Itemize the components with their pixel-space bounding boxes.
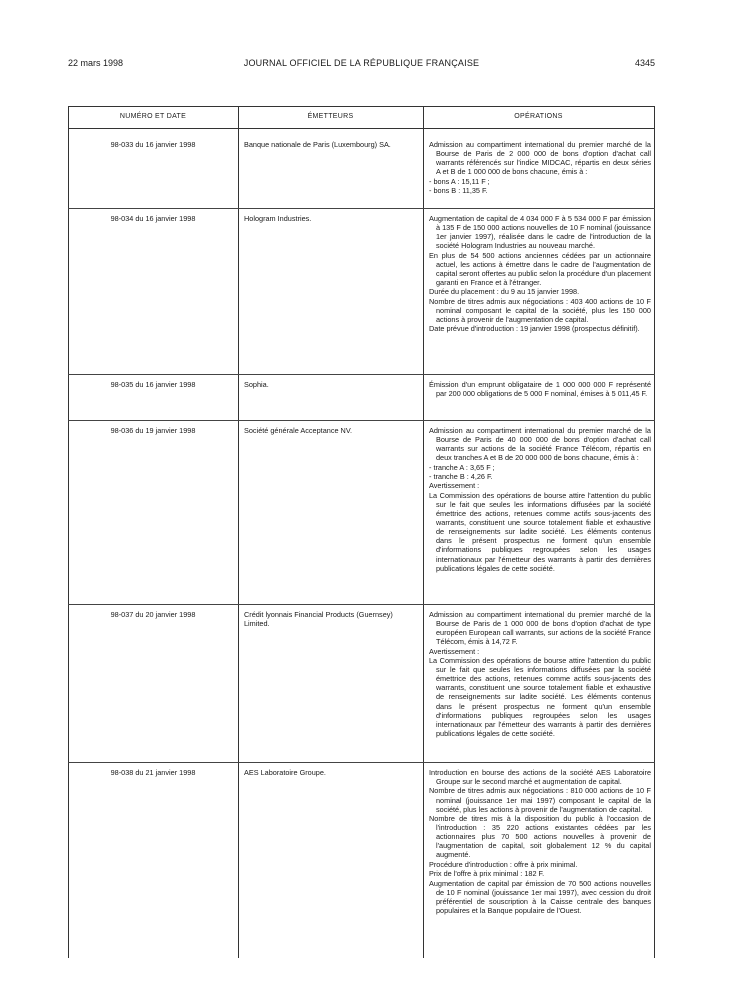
operation-paragraph: Avertissement : [429, 646, 480, 656]
operation-paragraph: Admission au compartiment international du premier marché de la Bourse de Paris de 2 000 000 de bons d'option d'achat call warrants référencés sur l'indice MIDCAC, répartis en deux séries A et B de 1 000 000 de bons chacune, émis à : [429, 140, 651, 177]
row-number-date: 98-035 du 16 janvier 1998 [110, 380, 196, 389]
operation-paragraph: - tranche B : 4,26 F. [429, 472, 493, 482]
operation-paragraph: Admission au compartiment international du premier marché de la Bourse de Paris de 1 000 000 de bons d'option d'achat de type européen European call warrants, sur actions de la société France Télécom, émis à 14,72 F. [429, 610, 651, 647]
row-operations [429, 380, 651, 398]
operation-paragraph: Introduction en bourse des actions de la société AES Laboratoire Groupe sur le second marché et augmentation de capital. [429, 768, 651, 787]
row-number-date: 98-038 du 21 janvier 1998 [110, 768, 196, 777]
row-number-date: 98-033 du 16 janvier 1998 [110, 140, 196, 149]
row-number-date: 98-034 du 16 janvier 1998 [110, 214, 196, 223]
row-operations [429, 426, 651, 573]
row-emetteur: Sophia. [244, 380, 269, 389]
row-emetteur: Société générale Acceptance NV. [244, 426, 353, 435]
operation-paragraph: Avertissement : [429, 481, 480, 491]
operation-paragraph: Prix de l'offre à prix minimal : 182 F. [429, 869, 545, 879]
page-header [68, 58, 655, 70]
operation-paragraph: Date prévue d'introduction : 19 janvier 1998 (prospectus définitif). [429, 324, 640, 334]
operation-paragraph: Nombre de titres admis aux négociations : 403 400 actions de 10 F nominal composant le capital de la société, plus les 150 000 actions à provenir de l'augmentation de capital. [429, 296, 651, 324]
row-emetteur: AES Laboratoire Groupe. [244, 768, 326, 777]
row-operations [429, 768, 651, 915]
operation-paragraph: Procédure d'introduction : offre à prix minimal. [429, 859, 578, 869]
operation-paragraph: Émission d'un emprunt obligataire de 1 000 000 000 F représenté par 200 000 obligations de 5 000 F nominal, émises à 5 011,45 F. [429, 380, 651, 399]
operation-paragraph: - bons B : 11,35 F. [429, 186, 488, 196]
row-operations [429, 140, 651, 195]
row-separator [68, 604, 655, 605]
operation-paragraph: Nombre de titres admis aux négociations : 810 000 actions de 10 F nominal (jouissance 1er mai 1997) composant le capital de la société, plus les actions à provenir de l'augmentation de capital. [429, 786, 651, 814]
row-separator [68, 208, 655, 209]
row-separator [68, 420, 655, 421]
page-number: 4345 [634, 58, 655, 68]
row-operations [429, 610, 651, 738]
row-emetteur: Banque nationale de Paris (Luxembourg) SA. [244, 140, 391, 149]
row-operations [429, 214, 651, 334]
journal-title: JOURNAL OFFICIEL DE LA RÉPUBLIQUE FRANÇAISE [243, 58, 480, 68]
header-date: 22 mars 1998 [68, 58, 124, 68]
row-separator [68, 762, 655, 763]
row-number-date: 98-036 du 19 janvier 1998 [110, 426, 196, 435]
column-header-operations: OPÉRATIONS [514, 113, 563, 120]
operation-paragraph: La Commission des opérations de bourse attire l'attention du public sur le fait que seules les informations diffusées par la société émettrice des actions, retenues comme actifs sous-jacents des warrants, constituent une source totalement fiable et exhaustive de renseignements sur ladite société. Les éléments contenus dans le présent prospectus ne forment qu'un ensemble d'informations publiques regroupées selon les usages internationaux par l'émetteur des warrants à partir des dernières publications légales de cette société. [429, 490, 651, 573]
row-separator [68, 374, 655, 375]
operation-paragraph: En plus de 54 500 actions anciennes cédées par un actionnaire actuel, les actions à émettre dans le cadre de l'augmentation de capital seront offertes au public selon la procédure d'un placement garanti en France et à l'étranger. [429, 250, 651, 287]
column-header-numero: NUMÉRO ET DATE [119, 113, 187, 120]
operation-paragraph: - tranche A : 3,65 F ; [429, 462, 495, 472]
row-number-date: 98-037 du 20 janvier 1998 [110, 610, 196, 619]
row-emetteur: Hologram Industries. [244, 214, 312, 223]
row-emetteur: Crédit lyonnais Financial Products (Guernsey) Limited. [244, 610, 393, 629]
operation-paragraph: La Commission des opérations de bourse attire l'attention du public sur le fait que seules les informations diffusées par la société émettrice des actions, retenues comme actifs sous-jacents des warrants, constituent une source totalement fiable et exhaustive de renseignements sur ladite société. Les éléments contenus dans le présent prospectus ne forment qu'un ensemble d'informations publiques regroupées selon les usages internationaux par l'émetteur des warrants à partir des dernières publications légales de cette société. [429, 656, 651, 738]
operation-paragraph: - bons A : 15,11 F ; [429, 176, 490, 186]
column-header-emetteurs: ÉMETTEURS [307, 113, 354, 120]
operations-table [68, 106, 655, 958]
operation-paragraph: Nombre de titres mis à la disposition du public à l'occasion de l'introduction : 35 220 actions existantes cédées par les actionnaires plus 70 500 actions nouvelles à provenir de l'augmentation de capital, soit globalement 12 % du capital augmenté. [429, 814, 651, 860]
operation-paragraph: Augmentation de capital par émission de 70 500 actions nouvelles de 10 F nominal (jouissance 1er mai 1997), avec cession du droit préférentiel de souscription à la Caisse centrale des banques populaires et la Banque populaire de l'Ouest. [429, 878, 651, 915]
operation-paragraph: Durée du placement : du 9 au 15 janvier 1998. [429, 287, 580, 297]
operation-paragraph: Admission au compartiment international du premier marché de la Bourse de Paris de 40 000 000 de bons d'option d'achat call warrants sur actions de la société France Télécom, répartis en deux tranches A et B de 20 000 000 de bons chacune, émis à : [429, 426, 651, 463]
operation-paragraph: Augmentation de capital de 4 034 000 F à 5 534 000 F par émission à 135 F de 150 000 actions nouvelles de 10 F nominal (jouissance 1er janvier 1997), réalisée dans le cadre de l'introduction de la société Hologram Industries au nouveau marché. [429, 214, 651, 251]
